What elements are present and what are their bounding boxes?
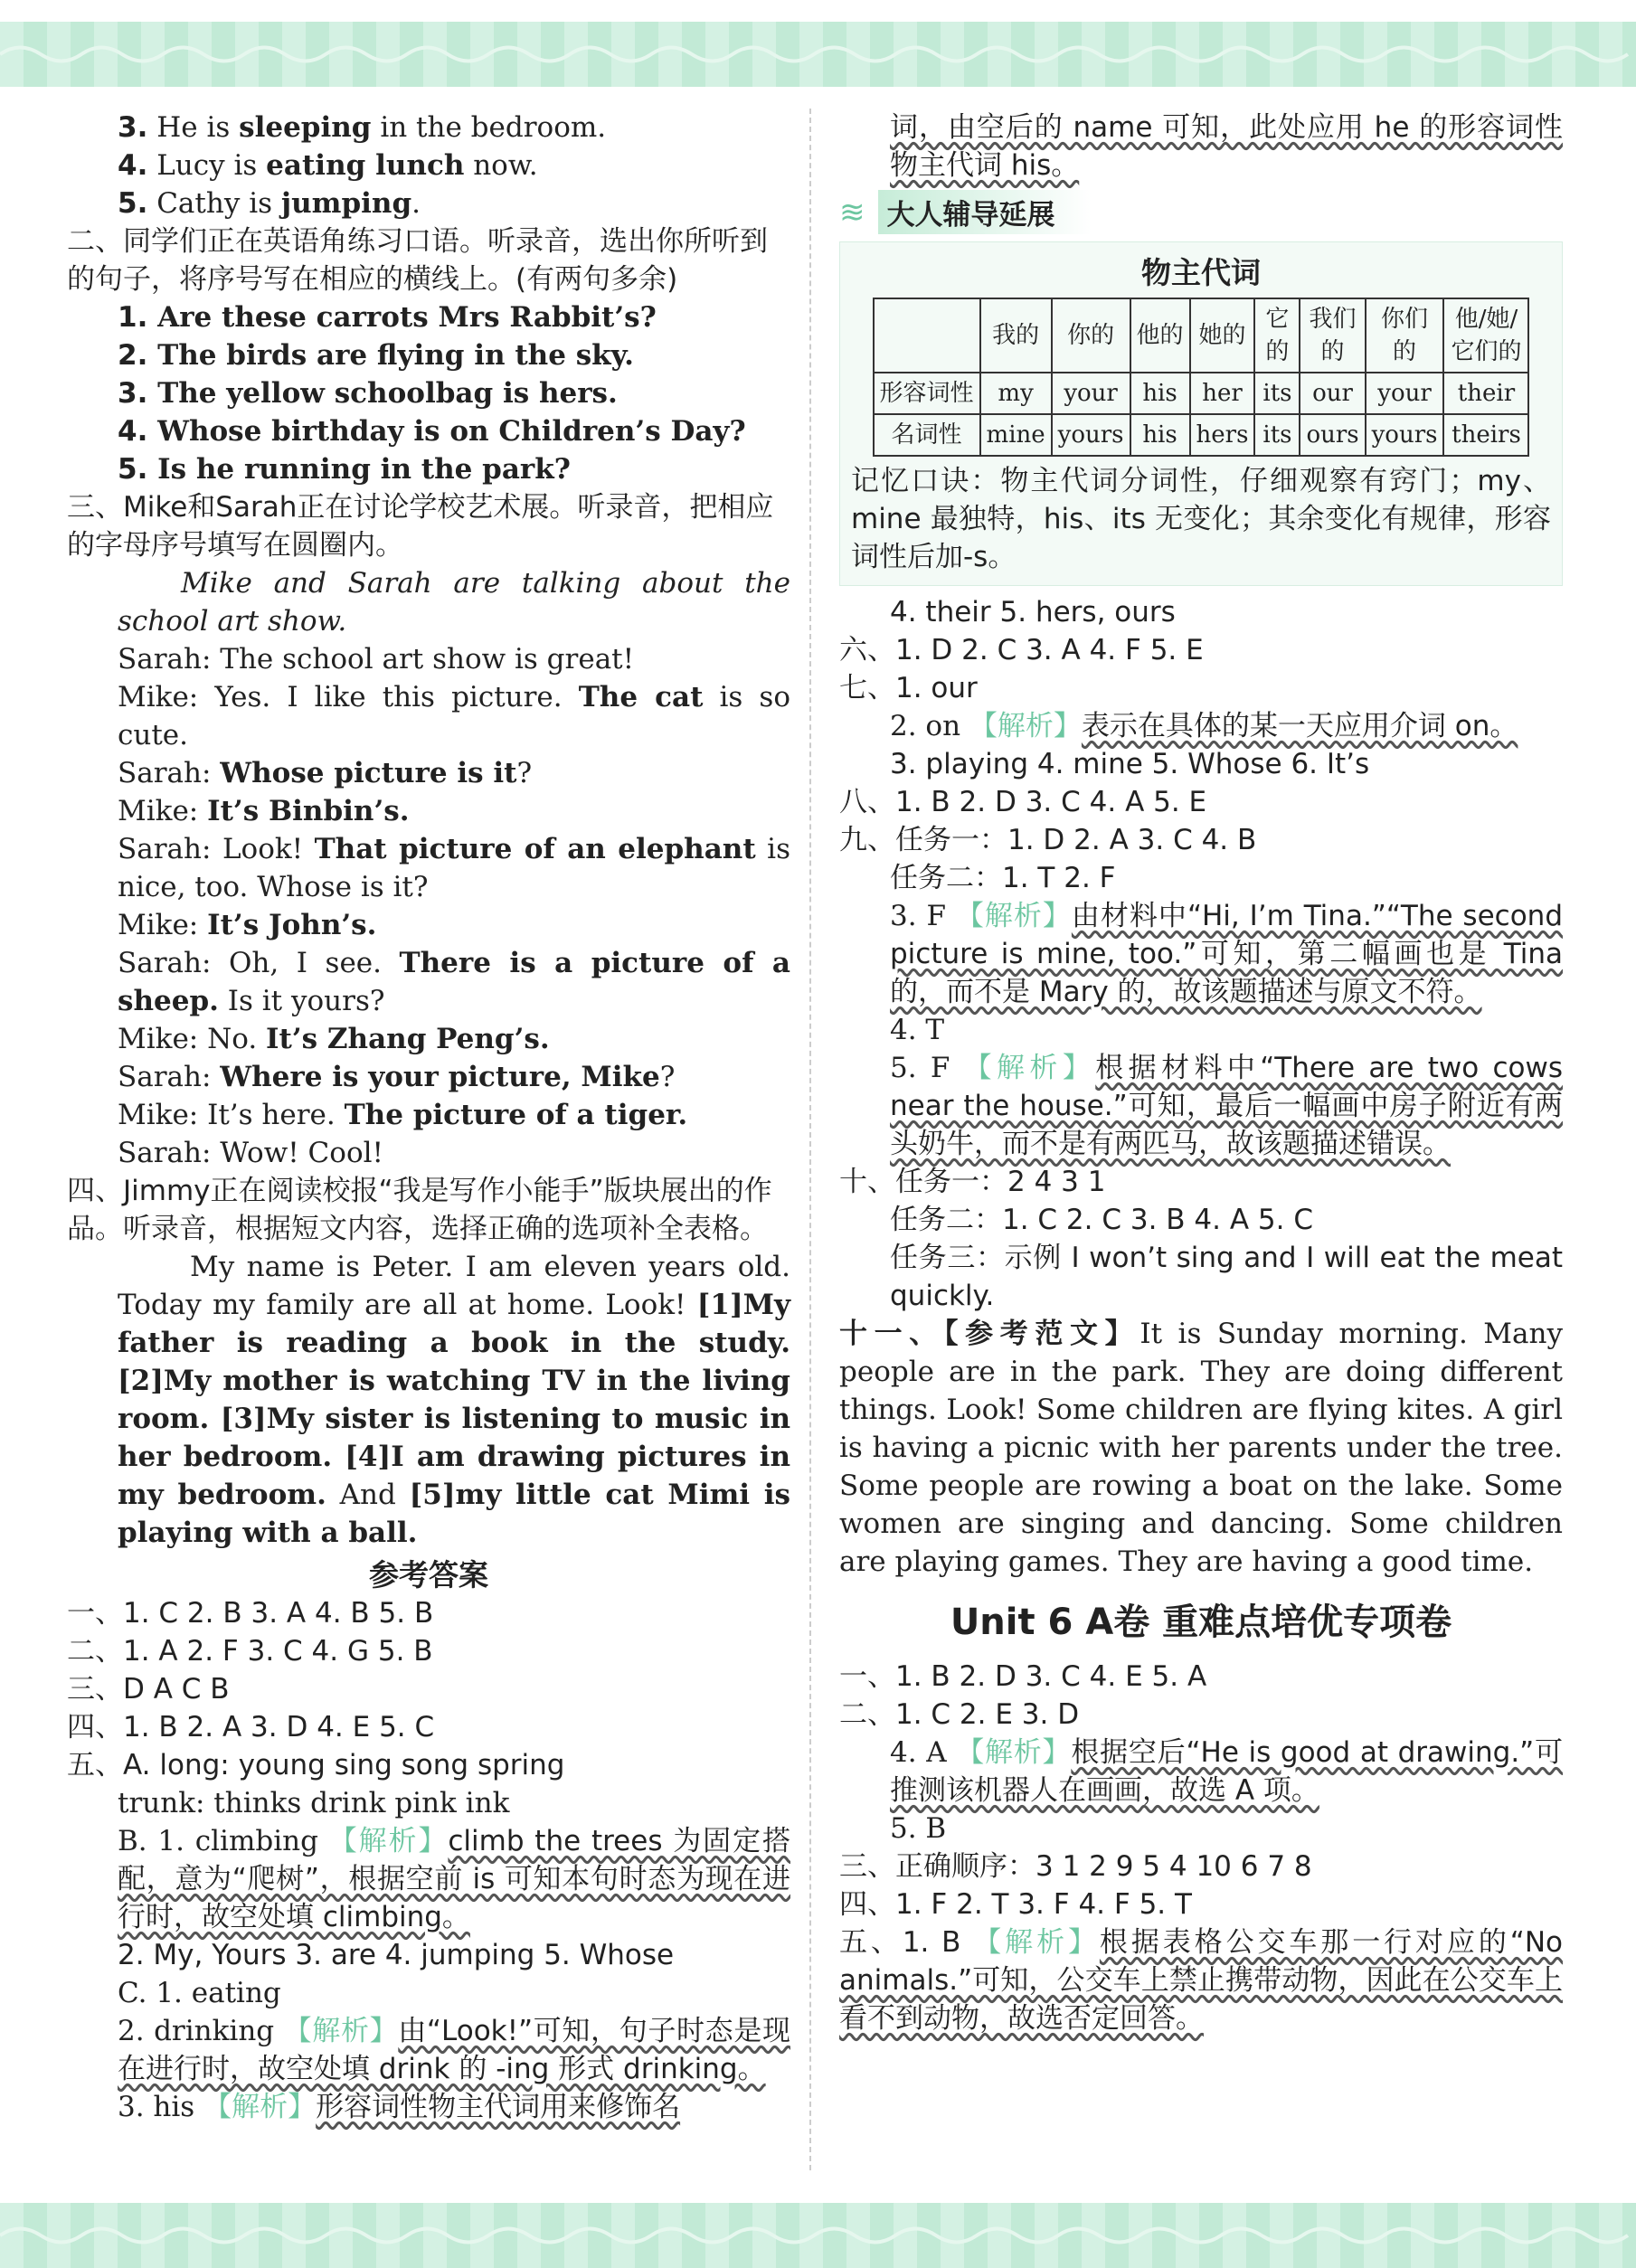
sec2-item-5: 5. Is he running in the park? xyxy=(118,453,571,486)
table-cell: mine xyxy=(980,414,1052,456)
unit-answer-1: 一、1. B 2. D 3. C 4. E 5. A xyxy=(839,1660,1207,1693)
pronoun-box xyxy=(839,241,1563,586)
sec2-item-3: 3. The yellow schoolbag is hers. xyxy=(118,377,618,410)
dialogue-line: Sarah: Look! That picture of an elephant is nice, too. Whose is it? xyxy=(118,833,790,903)
answer-9-5: 5. F 【解析】根据材料中“There are two cows near the house.”可知，最后一幅画中房子附近有两头奶牛，而不是有两匹马，故该题描述错误。 xyxy=(890,1052,1563,1160)
table-cell: 她的 xyxy=(1190,298,1255,373)
adult-guidance-header xyxy=(839,190,1563,234)
right-column xyxy=(839,109,1563,2037)
table-row xyxy=(874,373,1529,414)
dialogue-line: Mike: Yes. I like this picture. The cat is so cute. xyxy=(118,681,790,751)
table-cell: 你的 xyxy=(1052,298,1130,373)
table-cell: 我们的 xyxy=(1300,298,1365,373)
table-cell: their xyxy=(1443,373,1528,414)
table-cell: 我的 xyxy=(980,298,1052,373)
adult-guidance-label: 大人辅导延展 xyxy=(878,190,1092,234)
answer-8: 八、1. B 2. D 3. C 4. A 5. E xyxy=(839,786,1207,818)
table-row xyxy=(874,298,1529,373)
unit-answer-2: 二、1. C 2. E 3. D xyxy=(839,1698,1080,1731)
dialogue-line: Mike: It’s John’s. xyxy=(118,909,377,941)
table-cell: my xyxy=(980,373,1052,414)
pronoun-table xyxy=(873,298,1530,457)
unit-answer-4: 四、1. F 2. T 3. F 4. F 5. T xyxy=(839,1888,1192,1921)
table-cell: yours xyxy=(1052,414,1130,456)
table-cell: 名词性 xyxy=(874,414,980,456)
answer-5a: 五、A. long: young sing song spring xyxy=(67,1749,565,1781)
dialogue-intro: Mike and Sarah are talking about the school art show. xyxy=(118,567,790,638)
answer-5c-1: C. 1. eating xyxy=(118,1977,281,2009)
answer-5c-2: 2. drinking 【解析】由“Look!”可知，句子时态是现在进行时，故空处填 drink 的 -ing 形式 drinking。 xyxy=(118,2015,790,2085)
answer-9-4: 4. T xyxy=(890,1014,945,1046)
dialogue-line: Mike: It’s here. The picture of a tiger. xyxy=(118,1099,688,1131)
table-cell: her xyxy=(1190,373,1255,414)
table-cell: its xyxy=(1254,373,1300,414)
answer-7-1: 七、1. our xyxy=(839,672,978,704)
dialogue-line: Sarah: The school art show is great! xyxy=(118,643,635,676)
answer-10-1: 十、任务一：2 4 3 1 xyxy=(839,1166,1106,1198)
answer-7-3: 3. playing 4. mine 5. Whose 6. It’s xyxy=(890,748,1370,780)
table-cell: 你们的 xyxy=(1366,298,1444,373)
item-4: 4. Lucy is eating lunch now. xyxy=(118,149,538,182)
table-cell: theirs xyxy=(1443,414,1528,456)
table-cell: 他的 xyxy=(1130,298,1190,373)
dialogue-line: Sarah: Whose picture is it? xyxy=(118,757,533,789)
dialogue-line: Mike: No. It’s Zhang Peng’s. xyxy=(118,1023,550,1055)
table-cell: ours xyxy=(1300,414,1365,456)
answer-9-3: 3. F 【解析】由材料中“Hi, I’m Tina.”“The second picture is mine, too.”可知，第二幅画也是 Tina 的，而不是 Mary 的，故该题描述与原文不符。 xyxy=(890,900,1563,1008)
answer-9-2: 任务二：1. T 2. F xyxy=(890,862,1116,894)
answer-5a-line2: trunk: thinks drink pink ink xyxy=(118,1787,510,1819)
dialogue xyxy=(67,640,790,1172)
section-3-title: 三、Mike和Sarah正在讨论学校艺术展。听录音，把相应的字母序号填写在圆圈内。 xyxy=(67,491,774,562)
unit-answer-2-5: 5. B xyxy=(890,1812,947,1845)
table-cell: your xyxy=(1052,373,1130,414)
answer-5c-3: 3. his 【解析】形容词性物主代词用来修饰名 xyxy=(118,2091,681,2123)
answer-4: 四、1. B 2. A 3. D 4. E 5. C xyxy=(67,1711,435,1744)
dialogue-line: Mike: It’s Binbin’s. xyxy=(118,795,410,827)
left-column xyxy=(67,109,790,2126)
table-cell: 他/她/它们的 xyxy=(1443,298,1528,373)
mnemonic: 记忆口诀：物主代词分词性，仔细观察有窍门；my、mine 最独特，his、its 无变化；其余变化有规律，形容词性后加-s。 xyxy=(851,465,1551,573)
pronoun-table-title: 物主代词 xyxy=(1141,255,1261,290)
item-3: 3. He is sleeping in the bedroom. xyxy=(118,111,607,144)
table-cell: our xyxy=(1300,373,1365,414)
answer-2: 二、1. A 2. F 3. C 4. G 5. B xyxy=(67,1635,433,1668)
answer-3: 三、D A C B xyxy=(67,1673,230,1706)
wave-icon: ≋ xyxy=(839,194,865,231)
passage: My name is Peter. I am eleven years old. Today my family are all at home. Look! [1]My father is reading a book in the study. [2]My mother is watching TV in the living room. [3]My sister is listening to music in her bedroom. [4]I am drawing pictures in my bedroom. And [5]my little cat Mimi is playing with a ball. xyxy=(118,1251,791,1549)
dialogue-line: Sarah: Wow! Cool! xyxy=(118,1137,383,1169)
unit-answer-5: 五、1. B 【解析】根据表格公交车那一行对应的“No animals.”可知，公交车上禁止携带动物，因此在公交车上看不到动物，故选否定回答。 xyxy=(839,1926,1564,2035)
table-cell: his xyxy=(1130,373,1190,414)
table-cell xyxy=(874,298,980,373)
item-5: 5. Cathy is jumping. xyxy=(118,187,421,220)
answer-5b-2: 2. My, Yours 3. are 4. jumping 5. Whose xyxy=(118,1939,675,1971)
sec2-item-2: 2. The birds are flying in the sky. xyxy=(118,339,634,372)
table-cell: his xyxy=(1130,414,1190,456)
answer-5b-1: B. 1. climbing 【解析】climb the trees 为固定搭配，意为“爬树”，根据空前 is 可知本句时态为现在进行时，故空处填 climbing。 xyxy=(118,1825,791,1933)
dialogue-line: Sarah: Oh, I see. There is a picture of a sheep. Is it yours? xyxy=(118,947,790,1017)
column-divider xyxy=(809,109,811,2170)
top-wave-decoration xyxy=(0,36,1636,72)
answer-10-3: 任务三：示例 I won’t sing and I will eat the meat quickly. xyxy=(890,1242,1563,1312)
table-cell: hers xyxy=(1190,414,1255,456)
unit-title: Unit 6 A卷 重难点培优专项卷 xyxy=(950,1602,1452,1643)
table-cell: yours xyxy=(1366,414,1444,456)
answer-5-4: 4. their 5. hers, ours xyxy=(890,596,1176,628)
bottom-wave-decoration xyxy=(0,2217,1636,2254)
table-cell: its xyxy=(1254,414,1300,456)
table-row xyxy=(874,414,1529,456)
explanation-continued: 词，由空后的 name 可知，此处应用 he 的形容词性物主代词 his。 xyxy=(890,111,1563,182)
section-2-title: 二、同学们正在英语角练习口语。听录音，选出你所听到的句子，将序号写在相应的横线上。(有两句多余) xyxy=(67,225,768,296)
section-4-title: 四、Jimmy正在阅读校报“我是写作小能手”版块展出的作品。听录音，根据短文内容，选择正确的选项补全表格。 xyxy=(67,1175,772,1245)
answers-title: 参考答案 xyxy=(369,1557,488,1592)
table-cell: 形容词性 xyxy=(874,373,980,414)
dialogue-line: Sarah: Where is your picture, Mike? xyxy=(118,1061,676,1093)
answer-7-2: 2. on 【解析】表示在具体的某一天应用介词 on。 xyxy=(890,710,1518,742)
unit-answer-3: 三、正确顺序：3 1 2 9 5 4 10 6 7 8 xyxy=(839,1850,1312,1883)
answer-9-1: 九、任务一：1. D 2. A 3. C 4. B xyxy=(839,824,1257,856)
sec2-item-4: 4. Whose birthday is on Children’s Day? xyxy=(118,415,746,448)
table-cell: 它的 xyxy=(1254,298,1300,373)
table-cell: your xyxy=(1366,373,1444,414)
answer-1: 一、1. C 2. B 3. A 4. B 5. B xyxy=(67,1597,434,1630)
sec2-item-1: 1. Are these carrots Mrs Rabbit’s? xyxy=(118,301,657,334)
unit-answer-2-4: 4. A 【解析】根据空后“He is good at drawing.”可推测该机器人在画画，故选 A 项。 xyxy=(890,1736,1564,1807)
answer-10-2: 任务二：1. C 2. C 3. B 4. A 5. C xyxy=(890,1204,1313,1236)
answer-11: 十一、【参考范文】It is Sunday morning. Many people are in the park. They are doing different things. Look! Some children are flying kites. A girl is having a picnic with her parents under the tree. Some people are rowing a boat on the lake. Some women are singing and dancing. Some children are playing games. They are having a good time. xyxy=(839,1318,1564,1578)
answer-6: 六、1. D 2. C 3. A 4. F 5. E xyxy=(839,634,1204,666)
